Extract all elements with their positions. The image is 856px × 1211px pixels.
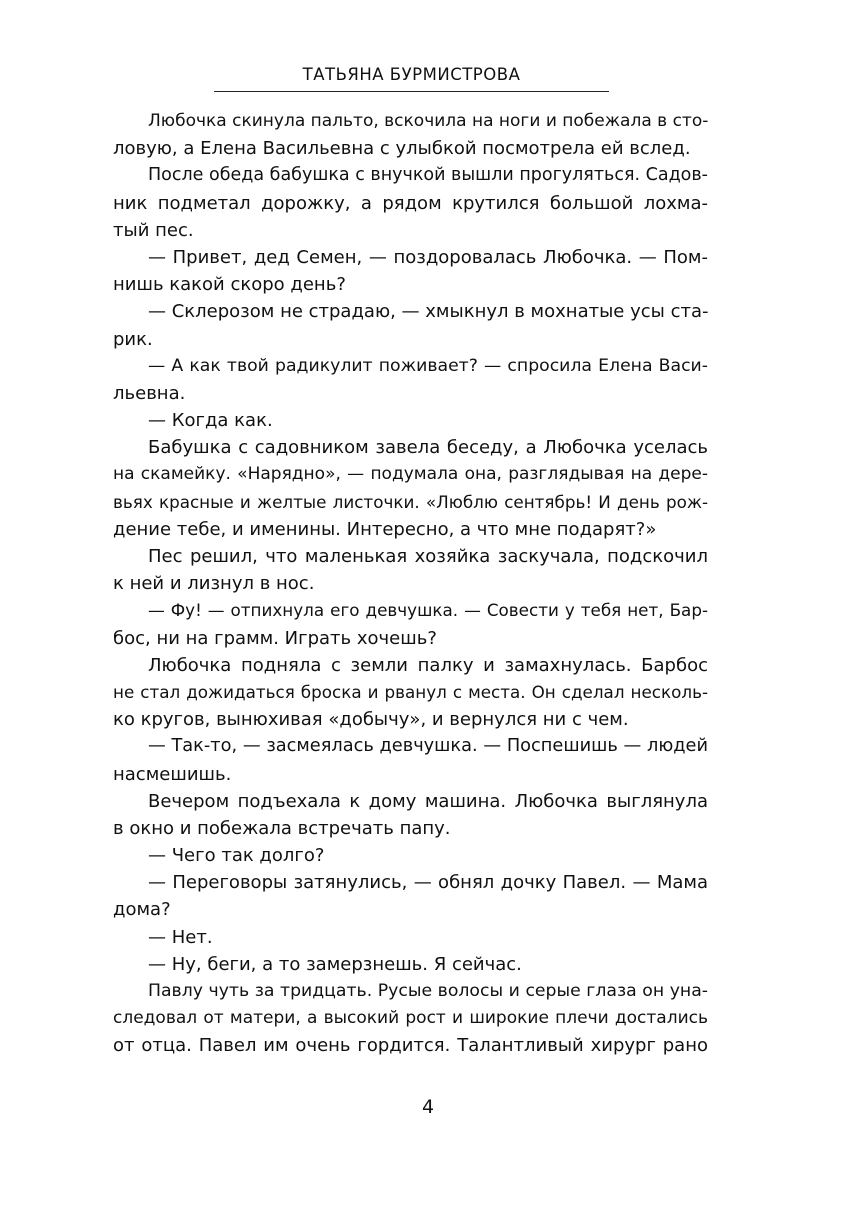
text-line: не стал дожидаться броска и рванул с места. Он сделал несколь-	[113, 681, 708, 702]
text-line: на скамейку. «Нарядно», — подумала она, разглядывая на дере-	[113, 464, 708, 485]
text-line: — Когда как.	[148, 410, 273, 432]
text-line: к ней и лизнул в нос.	[113, 573, 315, 595]
text-line: Любочка подняла с земли палку и замахнулась. Барбос	[148, 654, 708, 676]
text-line: рик.	[113, 328, 153, 350]
text-line: После обеда бабушка с внучкой вышли прогуляться. Садов-	[148, 165, 708, 186]
text-line: ко кругов, вынюхивая «добычу», и вернулся ни с чем.	[113, 709, 629, 731]
page-number: 4	[421, 1096, 435, 1118]
text-line: бос, ни на грамм. Играть хочешь?	[113, 627, 437, 649]
text-line: — Склерозом не страдаю, — хмыкнул в мохнатые усы ста-	[148, 301, 709, 323]
text-line: дома?	[113, 899, 171, 921]
text-line: следовал от матери, а высокий рост и широкие плечи достались	[113, 1008, 708, 1029]
header-rule	[214, 91, 609, 92]
text-line: дение тебе, и именины. Интересно, а что мне подарят?»	[113, 518, 657, 540]
text-line: в окно и побежала встречать папу.	[113, 817, 451, 839]
text-line: ник подметал дорожку, а рядом крутился большой лохма-	[113, 192, 708, 214]
text-line: Пес решил, что маленькая хозяйка заскучала, подскочил	[148, 546, 708, 567]
text-line: ловую, а Елена Васильевна с улыбкой посмотрела ей вслед.	[113, 138, 691, 160]
text-line: — Переговоры затянулись, — обнял дочку Павел. — Мама	[148, 872, 708, 894]
text-line: Любочка скинула пальто, вскочила на ноги и побежала в сто-	[148, 111, 709, 131]
text-line: Бабушка с садовником завела беседу, а Любочка уселась	[148, 437, 708, 459]
body-text	[113, 108, 708, 1060]
text-line: — А как твой радикулит поживает? — спросила Елена Васи-	[148, 355, 708, 376]
text-line: — Так-то, — засмеялась девчушка. — Поспешишь — людей	[148, 736, 708, 757]
running-header: ТАТЬЯНА БУРМИСТРОВА	[302, 65, 521, 84]
text-line: льевна.	[113, 382, 186, 404]
text-line: — Ну, беги, а то замерзнешь. Я сейчас.	[148, 953, 522, 975]
text-line: Вечером подъехала к дому машина. Любочка выглянула	[148, 790, 708, 812]
text-line: — Чего так долго?	[148, 845, 325, 867]
text-line: от отца. Павел им очень гордится. Талантливый хирург рано	[113, 1035, 708, 1057]
text-line: — Нет.	[148, 926, 213, 948]
text-line: насмешишь.	[113, 763, 232, 785]
text-line: Павлу чуть за тридцать. Русые волосы и серые глаза он уна-	[148, 981, 708, 1001]
text-line: нишь какой скоро день?	[113, 274, 346, 296]
text-line: тый пес.	[113, 219, 194, 241]
text-line: вьях красные и желтые листочки. «Люблю сентябрь! И день рож-	[113, 491, 708, 512]
text-line: — Фу! — отпихнула его девчушка. — Совести у тебя нет, Бар-	[148, 600, 708, 621]
text-line: — Привет, дед Семен, — поздоровалась Любочка. — Пом-	[148, 246, 708, 268]
